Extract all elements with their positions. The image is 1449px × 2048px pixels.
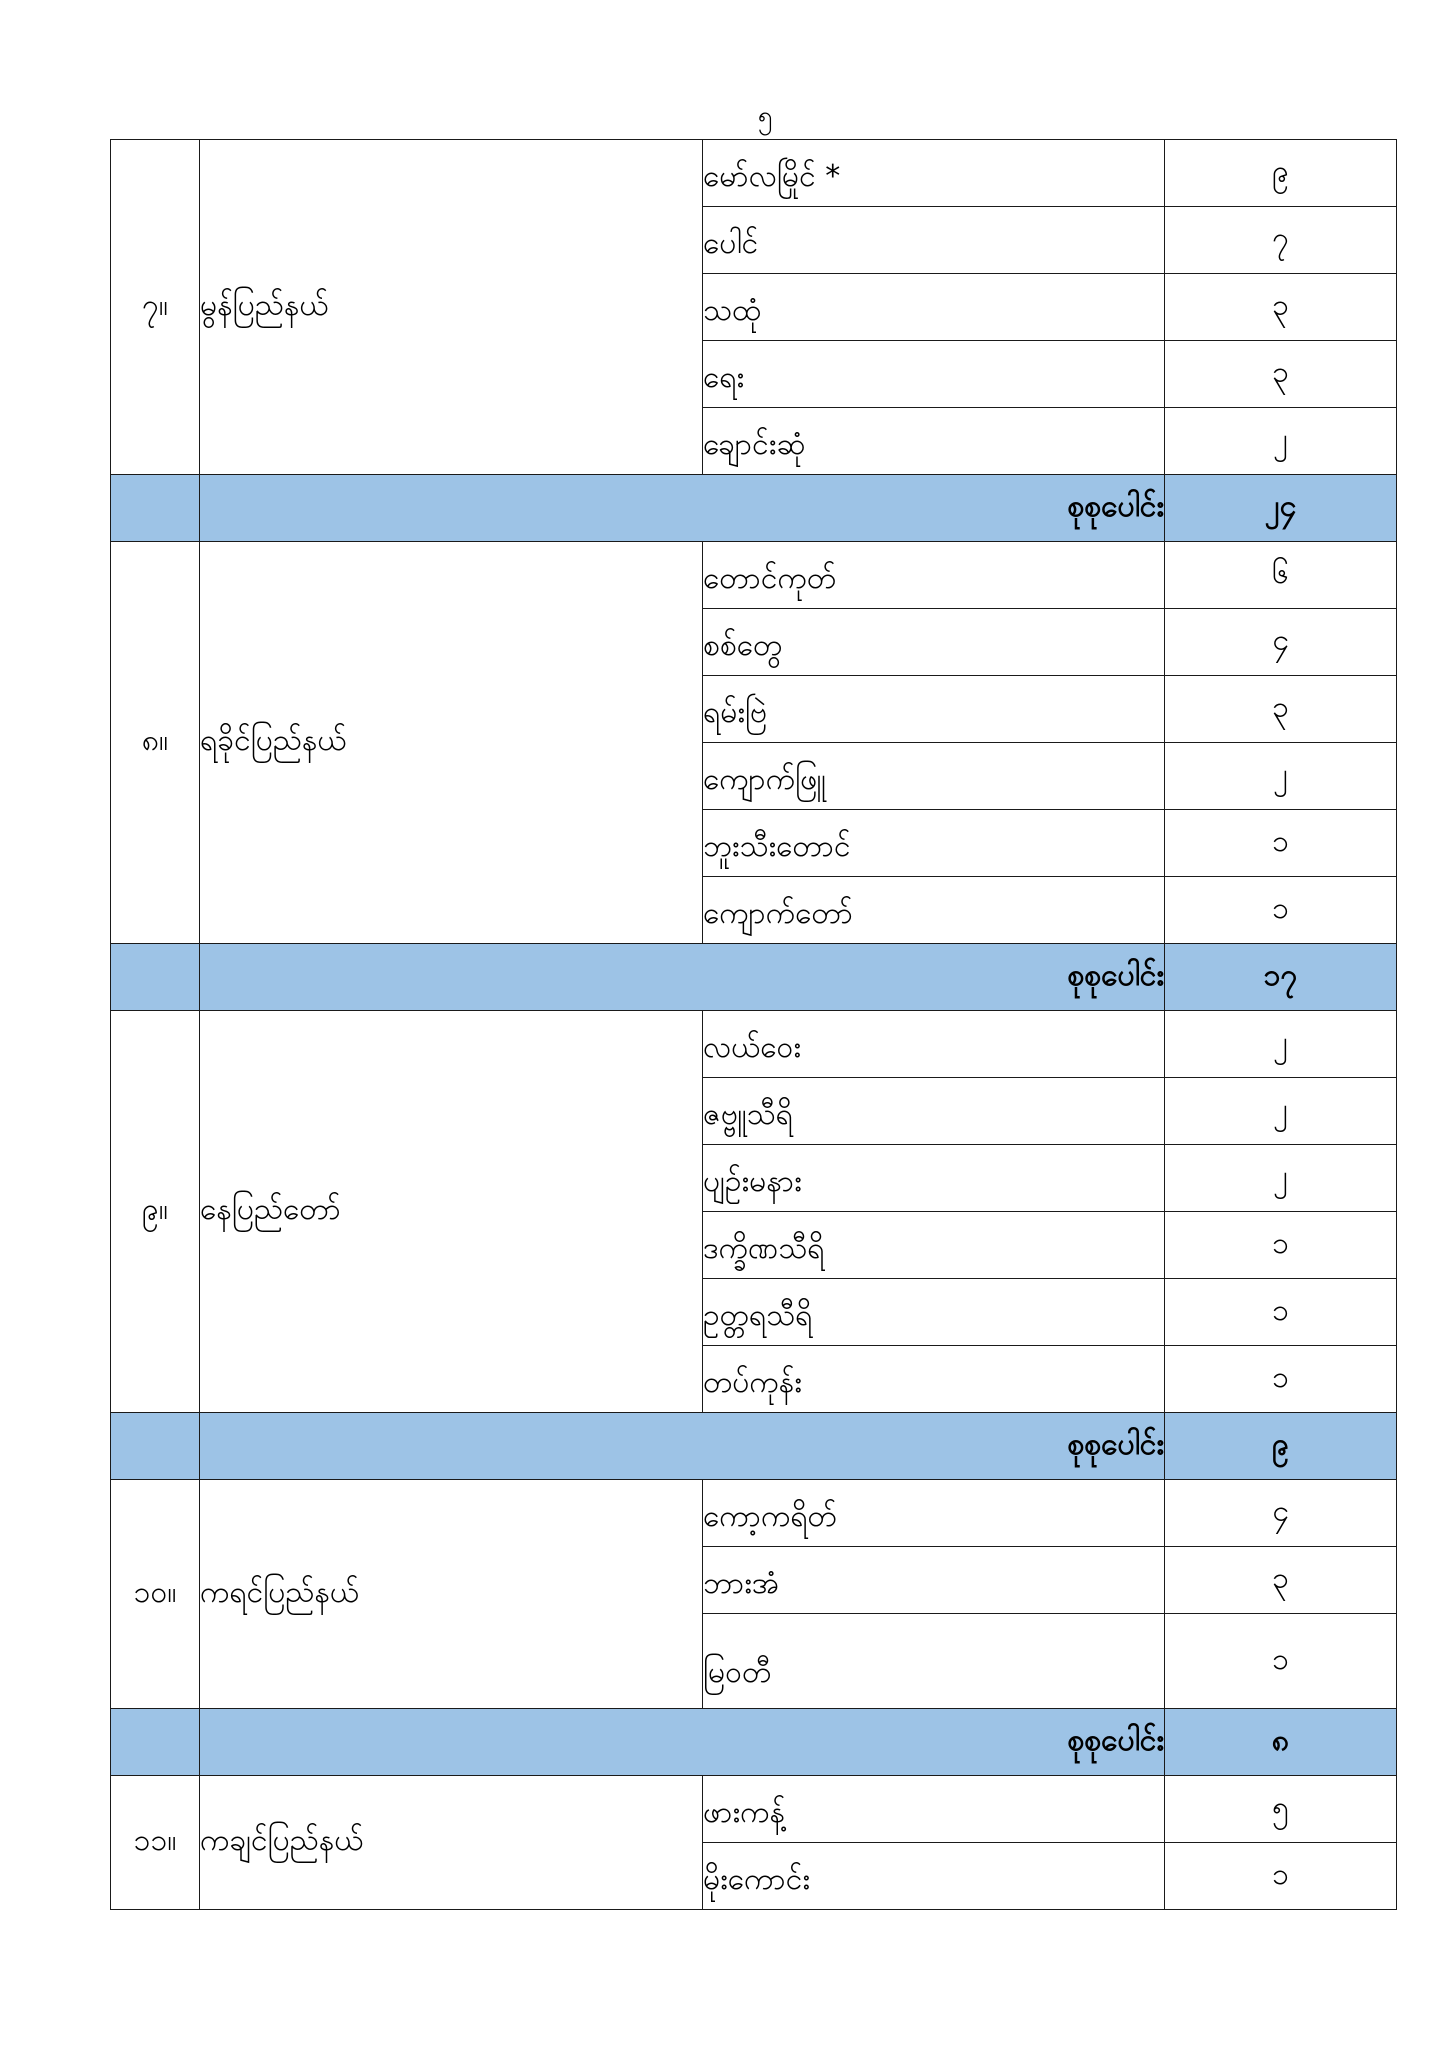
subtotal-value: ၁၇ <box>1165 944 1397 1011</box>
township-name: ဒက္ခိဏသီရိ <box>703 1230 825 1266</box>
township-name: ကော့ကရိတ် <box>703 1498 837 1534</box>
township-name: ဘူးသီးတောင် <box>703 828 851 864</box>
township-count: ၉ <box>1165 140 1397 207</box>
township-count: ၃ <box>1165 341 1397 408</box>
township-cell <box>703 341 1165 408</box>
township-name: စစ်တွေ <box>703 627 783 663</box>
township-cell <box>703 609 1165 676</box>
township-cell <box>703 1776 1165 1843</box>
township-name: ရေး <box>703 359 745 395</box>
township-name: တောင်ကုတ် <box>703 560 837 596</box>
township-name: တပ်ကုန်း <box>703 1364 802 1400</box>
township-cell <box>703 1279 1165 1346</box>
township-name: ကျောက်ဖြူ <box>703 761 826 797</box>
township-name: ကျောက်တော် <box>703 895 853 931</box>
table-row <box>111 1776 1397 1843</box>
township-cell <box>703 1480 1165 1547</box>
subtotal-value: ၉ <box>1165 1413 1397 1480</box>
township-count: ၃ <box>1165 676 1397 743</box>
township-name: ဇဗ္ဗူသီရိ <box>703 1096 793 1132</box>
region-name: နေပြည်တော် <box>200 1011 703 1413</box>
township-count: ၂ <box>1165 1011 1397 1078</box>
subtotal-empty-cell <box>111 475 200 542</box>
subtotal-empty-cell <box>111 1413 200 1480</box>
township-count: ၃ <box>1165 274 1397 341</box>
township-cell <box>703 1011 1165 1078</box>
township-name: ပျဉ်းမနား <box>703 1163 802 1199</box>
table-row <box>111 542 1397 609</box>
township-name: ဖားကန့် <box>703 1794 785 1830</box>
township-name: ဥတ္တရသီရိ <box>703 1297 813 1333</box>
township-cell <box>703 1614 1165 1709</box>
township-count: ၁ <box>1165 877 1397 944</box>
township-count: ၁ <box>1165 1346 1397 1413</box>
township-cell <box>703 1843 1165 1910</box>
township-cell <box>703 1145 1165 1212</box>
township-count: ၂ <box>1165 408 1397 475</box>
township-count: ၁ <box>1165 1279 1397 1346</box>
township-name: မိုးကောင်း <box>703 1861 810 1897</box>
township-cell <box>703 1346 1165 1413</box>
township-count: ၆ <box>1165 542 1397 609</box>
township-count: ၂ <box>1165 1078 1397 1145</box>
page-number: ၅ <box>757 101 773 131</box>
township-name: မြဝတီ <box>703 1654 772 1690</box>
township-cell <box>703 274 1165 341</box>
township-name: ဘားအံ <box>703 1565 780 1601</box>
subtotal-row <box>111 944 1397 1011</box>
township-count: ၄ <box>1165 609 1397 676</box>
township-cell <box>703 408 1165 475</box>
subtotal-label: စုစုပေါင်း <box>200 475 1165 542</box>
township-name: လယ်ဝေး <box>703 1029 801 1065</box>
group-number: ၉။ <box>111 1011 200 1413</box>
township-cell <box>703 743 1165 810</box>
township-name: ပေါင် <box>703 225 759 261</box>
subtotal-row <box>111 1413 1397 1480</box>
township-name: ရမ်းဗြဲ <box>703 694 768 730</box>
township-table-body <box>111 140 1397 1910</box>
township-count: ၁ <box>1165 1212 1397 1279</box>
region-name: ရခိုင်ပြည်နယ် <box>200 542 703 944</box>
subtotal-label: စုစုပေါင်း <box>200 944 1165 1011</box>
table-row <box>111 1011 1397 1078</box>
table-row <box>111 1480 1397 1547</box>
subtotal-row <box>111 1709 1397 1776</box>
township-cell <box>703 810 1165 877</box>
township-name: မော်လမြိုင် * <box>703 158 841 194</box>
township-cell <box>703 542 1165 609</box>
township-cell <box>703 1212 1165 1279</box>
township-count: ၄ <box>1165 1480 1397 1547</box>
township-cell <box>703 207 1165 274</box>
subtotal-row <box>111 475 1397 542</box>
township-name: သထုံ <box>703 292 762 328</box>
township-count: ၂ <box>1165 1145 1397 1212</box>
township-cell <box>703 1547 1165 1614</box>
township-count: ၃ <box>1165 1547 1397 1614</box>
township-cell <box>703 877 1165 944</box>
township-count: ၂ <box>1165 743 1397 810</box>
township-count: ၁ <box>1165 810 1397 877</box>
table-row <box>111 140 1397 207</box>
township-count: ၁ <box>1165 1614 1397 1709</box>
subtotal-empty-cell <box>111 1709 200 1776</box>
township-count: ၅ <box>1165 1776 1397 1843</box>
region-name: ကရင်ပြည်နယ် <box>200 1480 703 1709</box>
region-name: ကချင်ပြည်နယ် <box>200 1776 703 1910</box>
township-count: ၇ <box>1165 207 1397 274</box>
group-number: ၇။ <box>111 140 200 475</box>
region-name: မွန်ပြည်နယ် <box>200 140 703 475</box>
subtotal-label: စုစုပေါင်း <box>200 1709 1165 1776</box>
township-count: ၁ <box>1165 1843 1397 1910</box>
subtotal-label: စုစုပေါင်း <box>200 1413 1165 1480</box>
group-number: ၁၀။ <box>111 1480 200 1709</box>
group-number: ၁၁။ <box>111 1776 200 1910</box>
township-name: ချောင်းဆုံ <box>703 426 806 462</box>
township-cell <box>703 1078 1165 1145</box>
township-cell <box>703 140 1165 207</box>
subtotal-value: ၈ <box>1165 1709 1397 1776</box>
township-cell <box>703 676 1165 743</box>
subtotal-value: ၂၄ <box>1165 475 1397 542</box>
group-number: ၈။ <box>111 542 200 944</box>
township-table <box>110 139 1397 1910</box>
subtotal-empty-cell <box>111 944 200 1011</box>
